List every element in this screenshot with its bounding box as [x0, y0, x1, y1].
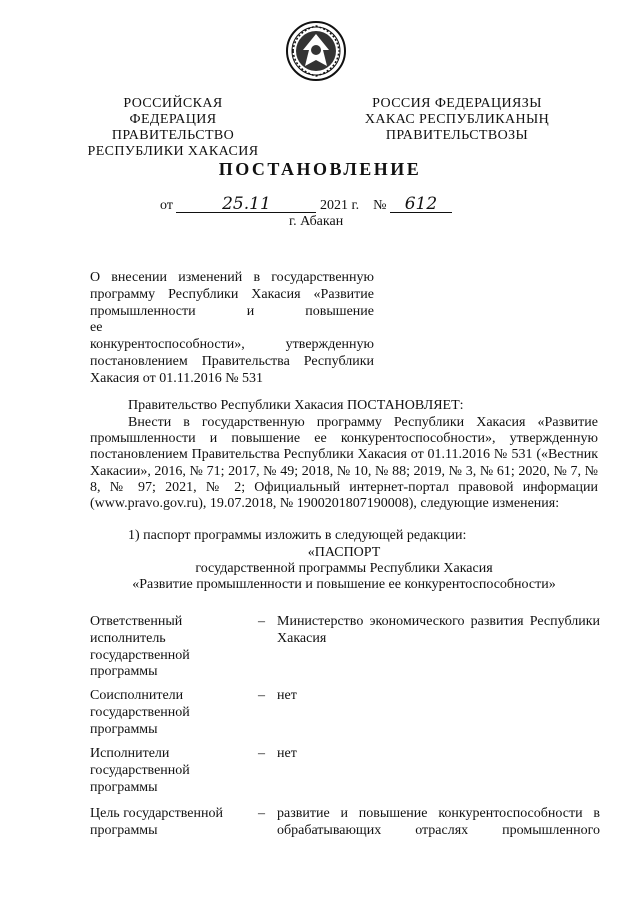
row-dash: –	[258, 746, 265, 761]
row-label: Исполнители государственной программы	[90, 746, 190, 795]
date-prefix: от	[160, 198, 173, 213]
subject-block	[90, 270, 374, 388]
header-left-line: РОССИЙСКАЯ ФЕДЕРАЦИЯ	[123, 96, 223, 127]
year-label: 2021 г.	[319, 198, 360, 213]
subject-line: О внесении изменений в государственную	[90, 270, 374, 285]
coat-of-arms-emblem	[285, 20, 347, 82]
row-value: развитие и повышение конкурентоспособности в обрабатывающих отраслях промышленного	[277, 806, 600, 838]
row-dash: –	[258, 614, 265, 629]
handwritten-number: 612	[390, 196, 452, 213]
row-value: Министерство экономического развития Республики Хакасия	[277, 614, 600, 646]
header-right-line: ХАКАС РЕСПУБЛИКАНЫҢ	[364, 112, 550, 127]
header-left	[78, 96, 268, 160]
row-label: Соисполнители государственной программы	[90, 688, 190, 737]
passport-title-line: «Развитие промышленности и повышение ее конкурентоспособности»	[132, 577, 556, 593]
handwritten-date: 25.11	[176, 196, 316, 213]
passport-title	[90, 545, 598, 594]
decree-statement: Правительство Республики Хакасия ПОСТАНОВЛЯЕТ:	[128, 398, 464, 413]
row-dash: –	[258, 688, 265, 703]
subject-line: Хакасия от 01.11.2016 № 531	[90, 370, 264, 386]
subject-line: программу Республики Хакасия «Развитие	[90, 286, 374, 302]
header-right	[362, 96, 552, 144]
subject-line: промышленности и повышение ее	[90, 303, 374, 336]
passport-title-line: государственной программы Республики Хакасия	[195, 561, 493, 577]
number-sign: №	[373, 198, 387, 213]
passport-title-line: «ПАСПОРТ	[307, 545, 381, 560]
row-label: Ответственный исполнитель государственной программы	[90, 614, 190, 680]
main-paragraph: Внести в государственную программу Республики Хакасия «Развитие промышленности и повышение ее конкурентоспособности», утвержденную постановлением Правительства Республики Хакасия от 01.11.2016 № 531 («Вестник Хакасии», 2016, № 71; 2017, № 49; 2018, № 10, № 88; 2019, № 3, № 61; 2020, № 7, № 8, № 97; 2021, № 2; Официальный интернет-портал правовой информации (www.pravo.gov.ru), 19.07.2018, № 1900201807190008), следующие изменения:	[90, 415, 598, 512]
date-number-line	[160, 196, 452, 214]
header-right-line: РОССИЯ ФЕДЕРАЦИЯЗЫ	[372, 96, 542, 111]
document-title: ПОСТАНОВЛЕНИЕ	[218, 159, 422, 179]
header-left-line: РЕСПУБЛИКИ ХАКАСИЯ	[87, 144, 259, 159]
item-1: 1) паспорт программы изложить в следующей редакции:	[128, 528, 467, 543]
row-dash: –	[258, 806, 265, 821]
row-value: нет	[277, 688, 297, 703]
header-left-line: ПРАВИТЕЛЬСТВО	[111, 128, 235, 143]
row-value: нет	[277, 746, 297, 761]
city-label: г. Абакан	[289, 214, 344, 229]
row-label: Цель государственной программы	[90, 806, 223, 838]
subject-line: конкурентоспособности», утвержденную	[90, 337, 374, 353]
header-right-line: ПРАВИТЕЛЬСТВОЗЫ	[385, 128, 529, 143]
subject-line: постановлением Правительства Республики	[90, 353, 374, 369]
